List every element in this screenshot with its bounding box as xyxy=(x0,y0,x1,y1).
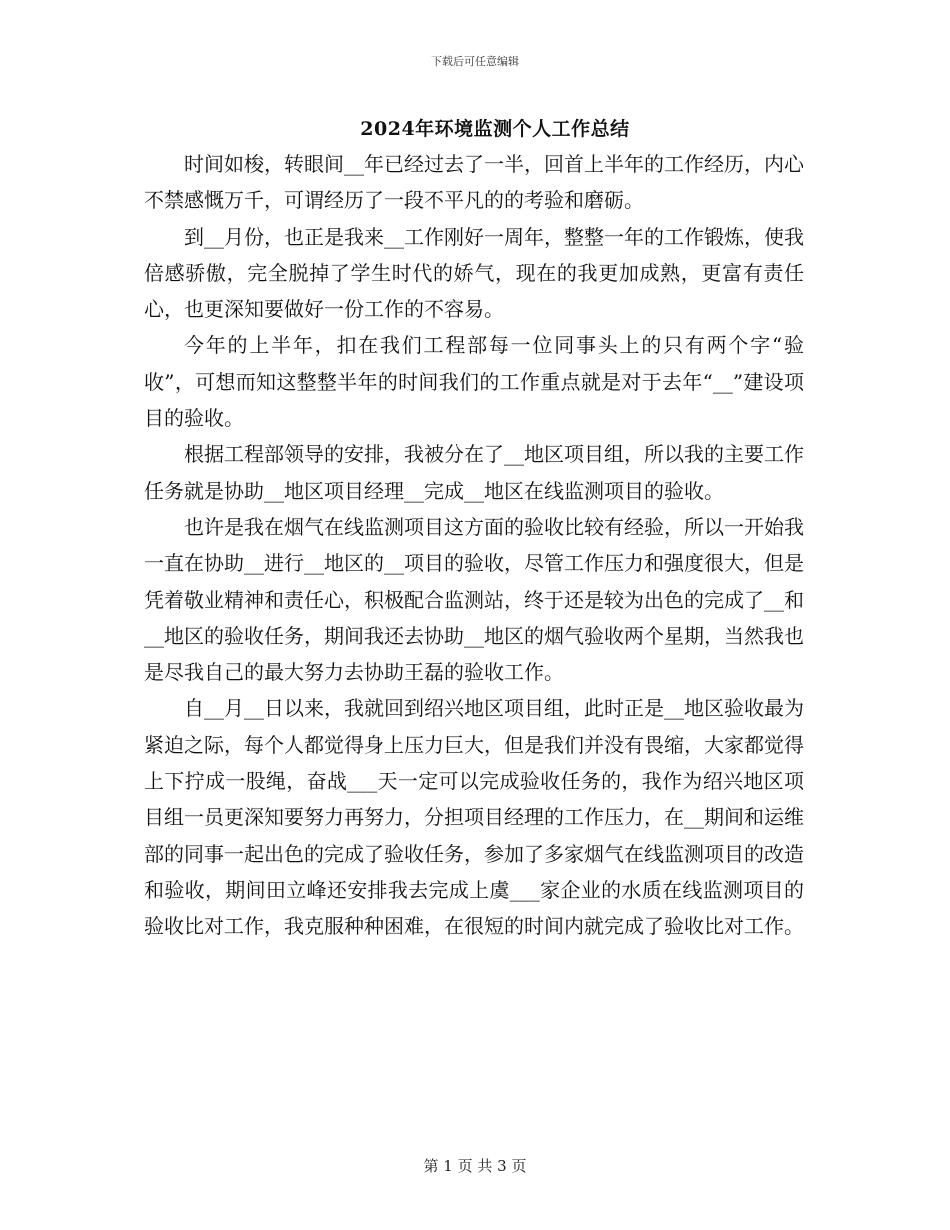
paragraph: 到__月份，也正是我来__工作刚好一周年，整整一年的工作锻炼，使我倍感骄傲，完全脱掉了学生时代的娇气，现在的我更加成熟，更富有责任心，也更深知要做好一份工作的不容易。 xyxy=(144,224,804,322)
page-number-footer: 第 1 页 共 3 页 xyxy=(423,1157,527,1175)
document-body xyxy=(144,146,804,945)
paragraph: 自__月__日以来，我就回到绍兴地区项目组，此时正是__地区验收最为紧迫之际，每个人都觉得身上压力巨大，但是我们并没有畏缩，大家都觉得上下拧成一股绳，奋战___天一定可以完成验收任务的，我作为绍兴地区项目组一员更深知要努力再努力，分担项目经理的工作压力，在__期间和运维部的同事一起出色的完成了验收任务，参加了多家烟气在线监测项目的改造和验收，期间田立峰还安排我去完成上虞___家企业的水质在线监测项目的验收比对工作，我克服种种困难，在很短的时间内就完成了验收比对工作。 xyxy=(144,696,804,939)
paragraph: 也许是我在烟气在线监测项目这方面的验收比较有经验，所以一开始我一直在协助__进行__地区的__项目的验收，尽管工作压力和强度很大，但是凭着敬业精神和责任心，积极配合监测站，终于还是较为出色的完成了__和__地区的验收任务，期间我还去协助__地区的烟气验收两个星期，当然我也是尽我自己的最大努力去协助王磊的验收工作。 xyxy=(144,514,804,685)
header-note: 下载后可任意编辑 xyxy=(431,55,519,68)
document-title: 2024年环境监测个人工作总结 xyxy=(360,118,630,140)
paragraph: 时间如梭，转眼间__年已经过去了一半，回首上半年的工作经历，内心不禁感慨万千，可谓经历了一段不平凡的的考验和磨砺。 xyxy=(144,152,804,213)
paragraph: 今年的上半年，扣在我们工程部每一位同事头上的只有两个字“验收”，可想而知这整整半年的时间我们的工作重点就是对于去年“__”建设项目的验收。 xyxy=(144,333,804,431)
paragraph: 根据工程部领导的安排，我被分在了__地区项目组，所以我的主要工作任务就是协助__地区项目经理__完成__地区在线监测项目的验收。 xyxy=(144,442,804,503)
